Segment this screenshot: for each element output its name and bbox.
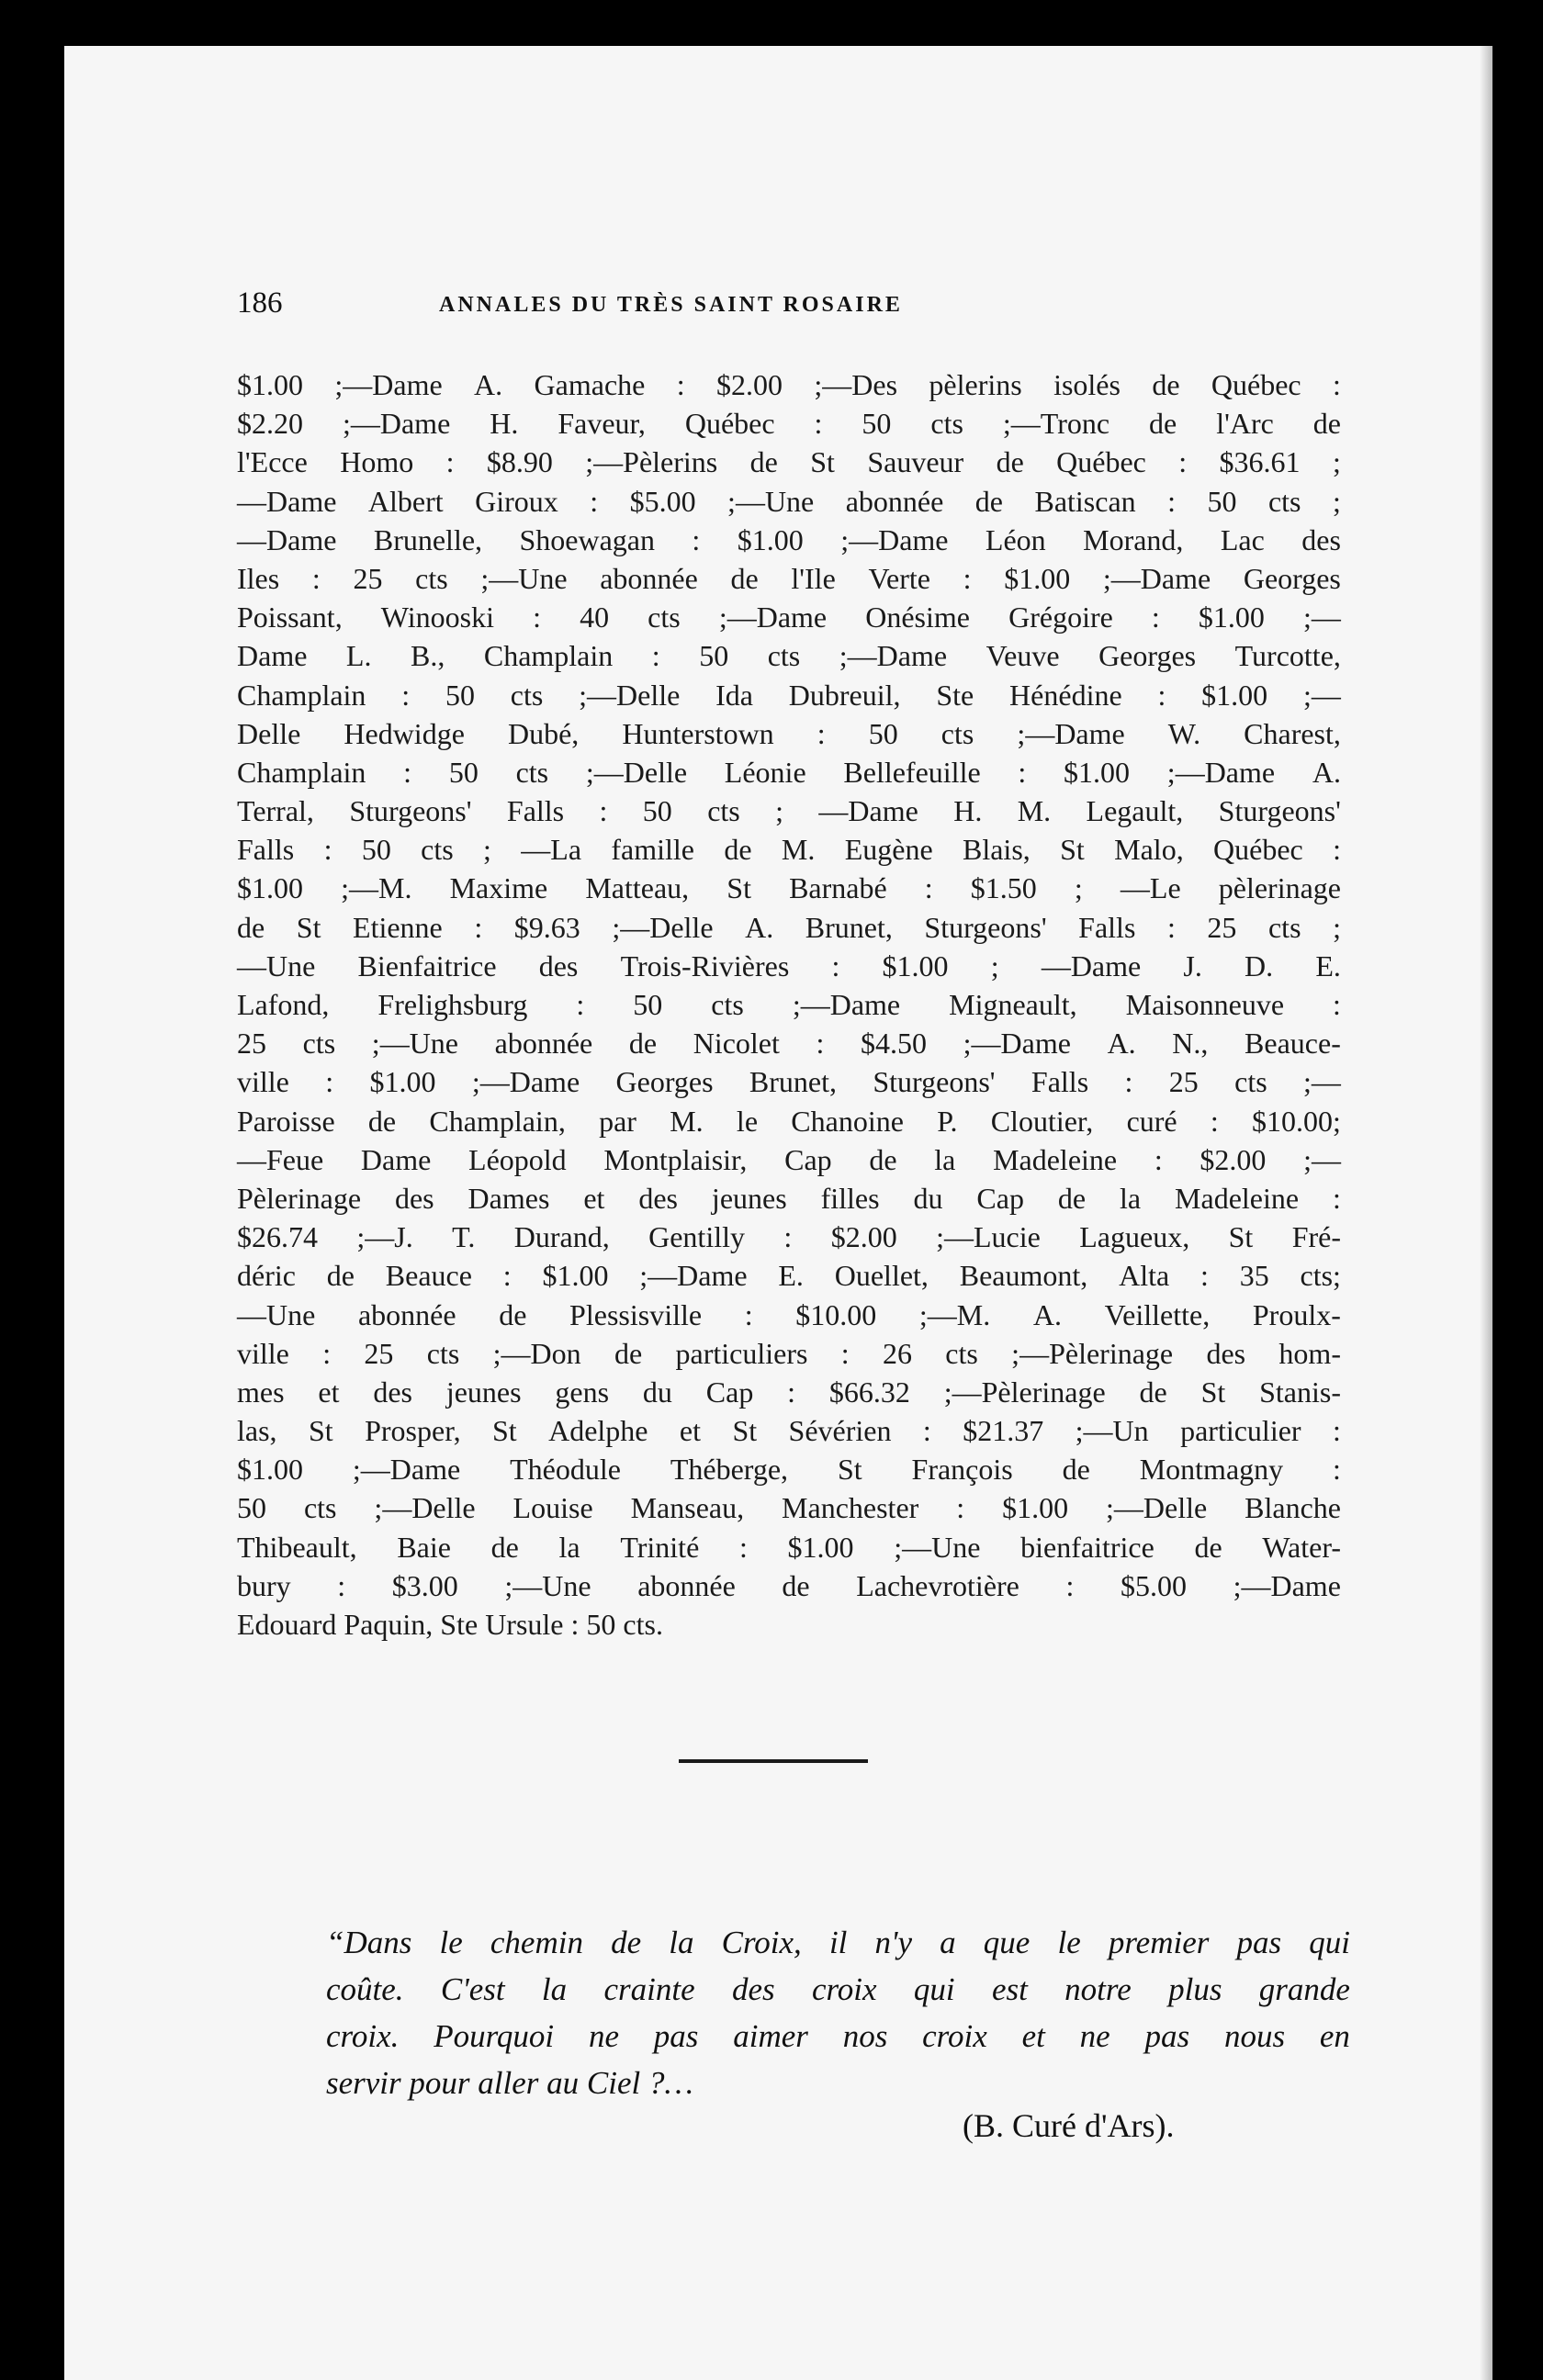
page-number: 186 <box>237 286 283 320</box>
text-line: Thibeault, Baie de la Trinité : $1.00 ;—Une bienfaitrice de Water- <box>237 1530 1341 1564</box>
text-line: 25 cts ;—Une abonnée de Nicolet : $4.50 ;—Dame A. N., Beauce- <box>237 1027 1341 1061</box>
section-divider <box>679 1759 868 1763</box>
text-line: $1.00 ;—Dame A. Gamache : $2.00 ;—Des pèlerins isolés de Québec : <box>237 368 1341 401</box>
quote-attribution: (B. Curé d'Ars). <box>963 2107 1175 2144</box>
text-line: Pèlerinage des Dames et des jeunes filles du Cap de la Madeleine : <box>237 1181 1341 1215</box>
text-line: bury : $3.00 ;—Une abonnée de Lachevrotière : $5.00 ;—Dame <box>237 1568 1341 1602</box>
quote-line: “Dans le chemin de la Croix, il n'y a que le premier pas qui <box>326 1925 1350 1960</box>
text-line: 50 cts ;—Delle Louise Manseau, Manchester : $1.00 ;—Delle Blanche <box>237 1491 1341 1525</box>
quote-line: croix. Pourquoi ne pas aimer nos croix et ne pas nous en <box>326 2018 1350 2054</box>
text-line: Delle Hedwidge Dubé, Hunterstown : 50 cts ;—Dame W. Charest, <box>237 716 1341 750</box>
page-edge-shadow <box>1480 46 1492 2380</box>
text-line: —Feue Dame Léopold Montplaisir, Cap de la Madeleine : $2.00 ;— <box>237 1142 1341 1176</box>
text-line: Champlain : 50 cts ;—Delle Ida Dubreuil, Ste Hénédine : $1.00 ;— <box>237 678 1341 712</box>
text-line: Poissant, Winooski : 40 cts ;—Dame Onésime Grégoire : $1.00 ;— <box>237 601 1341 634</box>
text-line: —Une abonnée de Plessisville : $10.00 ;—M. A. Veillette, Proulx- <box>237 1297 1341 1331</box>
page-header <box>237 285 1109 331</box>
text-line: Terral, Sturgeons' Falls : 50 cts ; —Dame H. M. Legault, Sturgeons' <box>237 794 1341 828</box>
quote-line: servir pour aller au Ciel ?… <box>326 2065 693 2101</box>
text-line: de St Etienne : $9.63 ;—Delle A. Brunet, Sturgeons' Falls : 25 cts ; <box>237 910 1341 944</box>
text-line: mes et des jeunes gens du Cap : $66.32 ;—Pèlerinage de St Stanis- <box>237 1375 1341 1409</box>
text-line: —Dame Albert Giroux : $5.00 ;—Une abonnée de Batiscan : 50 cts ; <box>237 484 1341 518</box>
text-line: Champlain : 50 cts ;—Delle Léonie Bellefeuille : $1.00 ;—Dame A. <box>237 755 1341 789</box>
quote-line: coûte. C'est la crainte des croix qui est notre plus grande <box>326 1971 1350 2007</box>
text-line: l'Ecce Homo : $8.90 ;—Pèlerins de St Sauveur de Québec : $36.61 ; <box>237 445 1341 479</box>
running-title: ANNALES DU TRÈS SAINT ROSAIRE <box>439 293 903 317</box>
text-line: Falls : 50 cts ; —La famille de M. Eugène Blais, St Malo, Québec : <box>237 833 1341 867</box>
text-line: Lafond, Frelighsburg : 50 cts ;—Dame Migneault, Maisonneuve : <box>237 988 1341 1021</box>
text-line: déric de Beauce : $1.00 ;—Dame E. Ouellet, Beaumont, Alta : 35 cts; <box>237 1259 1341 1293</box>
text-line: ville : $1.00 ;—Dame Georges Brunet, Sturgeons' Falls : 25 cts ;— <box>237 1065 1341 1099</box>
text-line: ville : 25 cts ;—Don de particuliers : 26 cts ;—Pèlerinage des hom- <box>237 1336 1341 1370</box>
text-line: $26.74 ;—J. T. Durand, Gentilly : $2.00 ;—Lucie Lagueux, St Fré- <box>237 1220 1341 1254</box>
text-line: Edouard Paquin, Ste Ursule : 50 cts. <box>237 1608 663 1641</box>
text-line: —Dame Brunelle, Shoewagan : $1.00 ;—Dame Léon Morand, Lac des <box>237 522 1341 556</box>
quote-block <box>326 1919 1350 2106</box>
text-line: las, St Prosper, St Adelphe et St Sévérien : $21.37 ;—Un particulier : <box>237 1414 1341 1448</box>
text-line: $1.00 ;—Dame Théodule Théberge, St François de Montmagny : <box>237 1453 1341 1487</box>
text-line: —Une Bienfaitrice des Trois-Rivières : $1.00 ; —Dame J. D. E. <box>237 949 1341 982</box>
donation-list-text <box>237 365 1341 1644</box>
text-line: Dame L. B., Champlain : 50 cts ;—Dame Veuve Georges Turcotte, <box>237 639 1341 673</box>
text-line: $1.00 ;—M. Maxime Matteau, St Barnabé : $1.50 ; —Le pèlerinage <box>237 871 1341 905</box>
text-line: Paroisse de Champlain, par M. le Chanoine P. Cloutier, curé : $10.00; <box>237 1104 1341 1138</box>
text-line: Iles : 25 cts ;—Une abonnée de l'Ile Verte : $1.00 ;—Dame Georges <box>237 561 1341 595</box>
text-line: $2.20 ;—Dame H. Faveur, Québec : 50 cts ;—Tronc de l'Arc de <box>237 407 1341 441</box>
